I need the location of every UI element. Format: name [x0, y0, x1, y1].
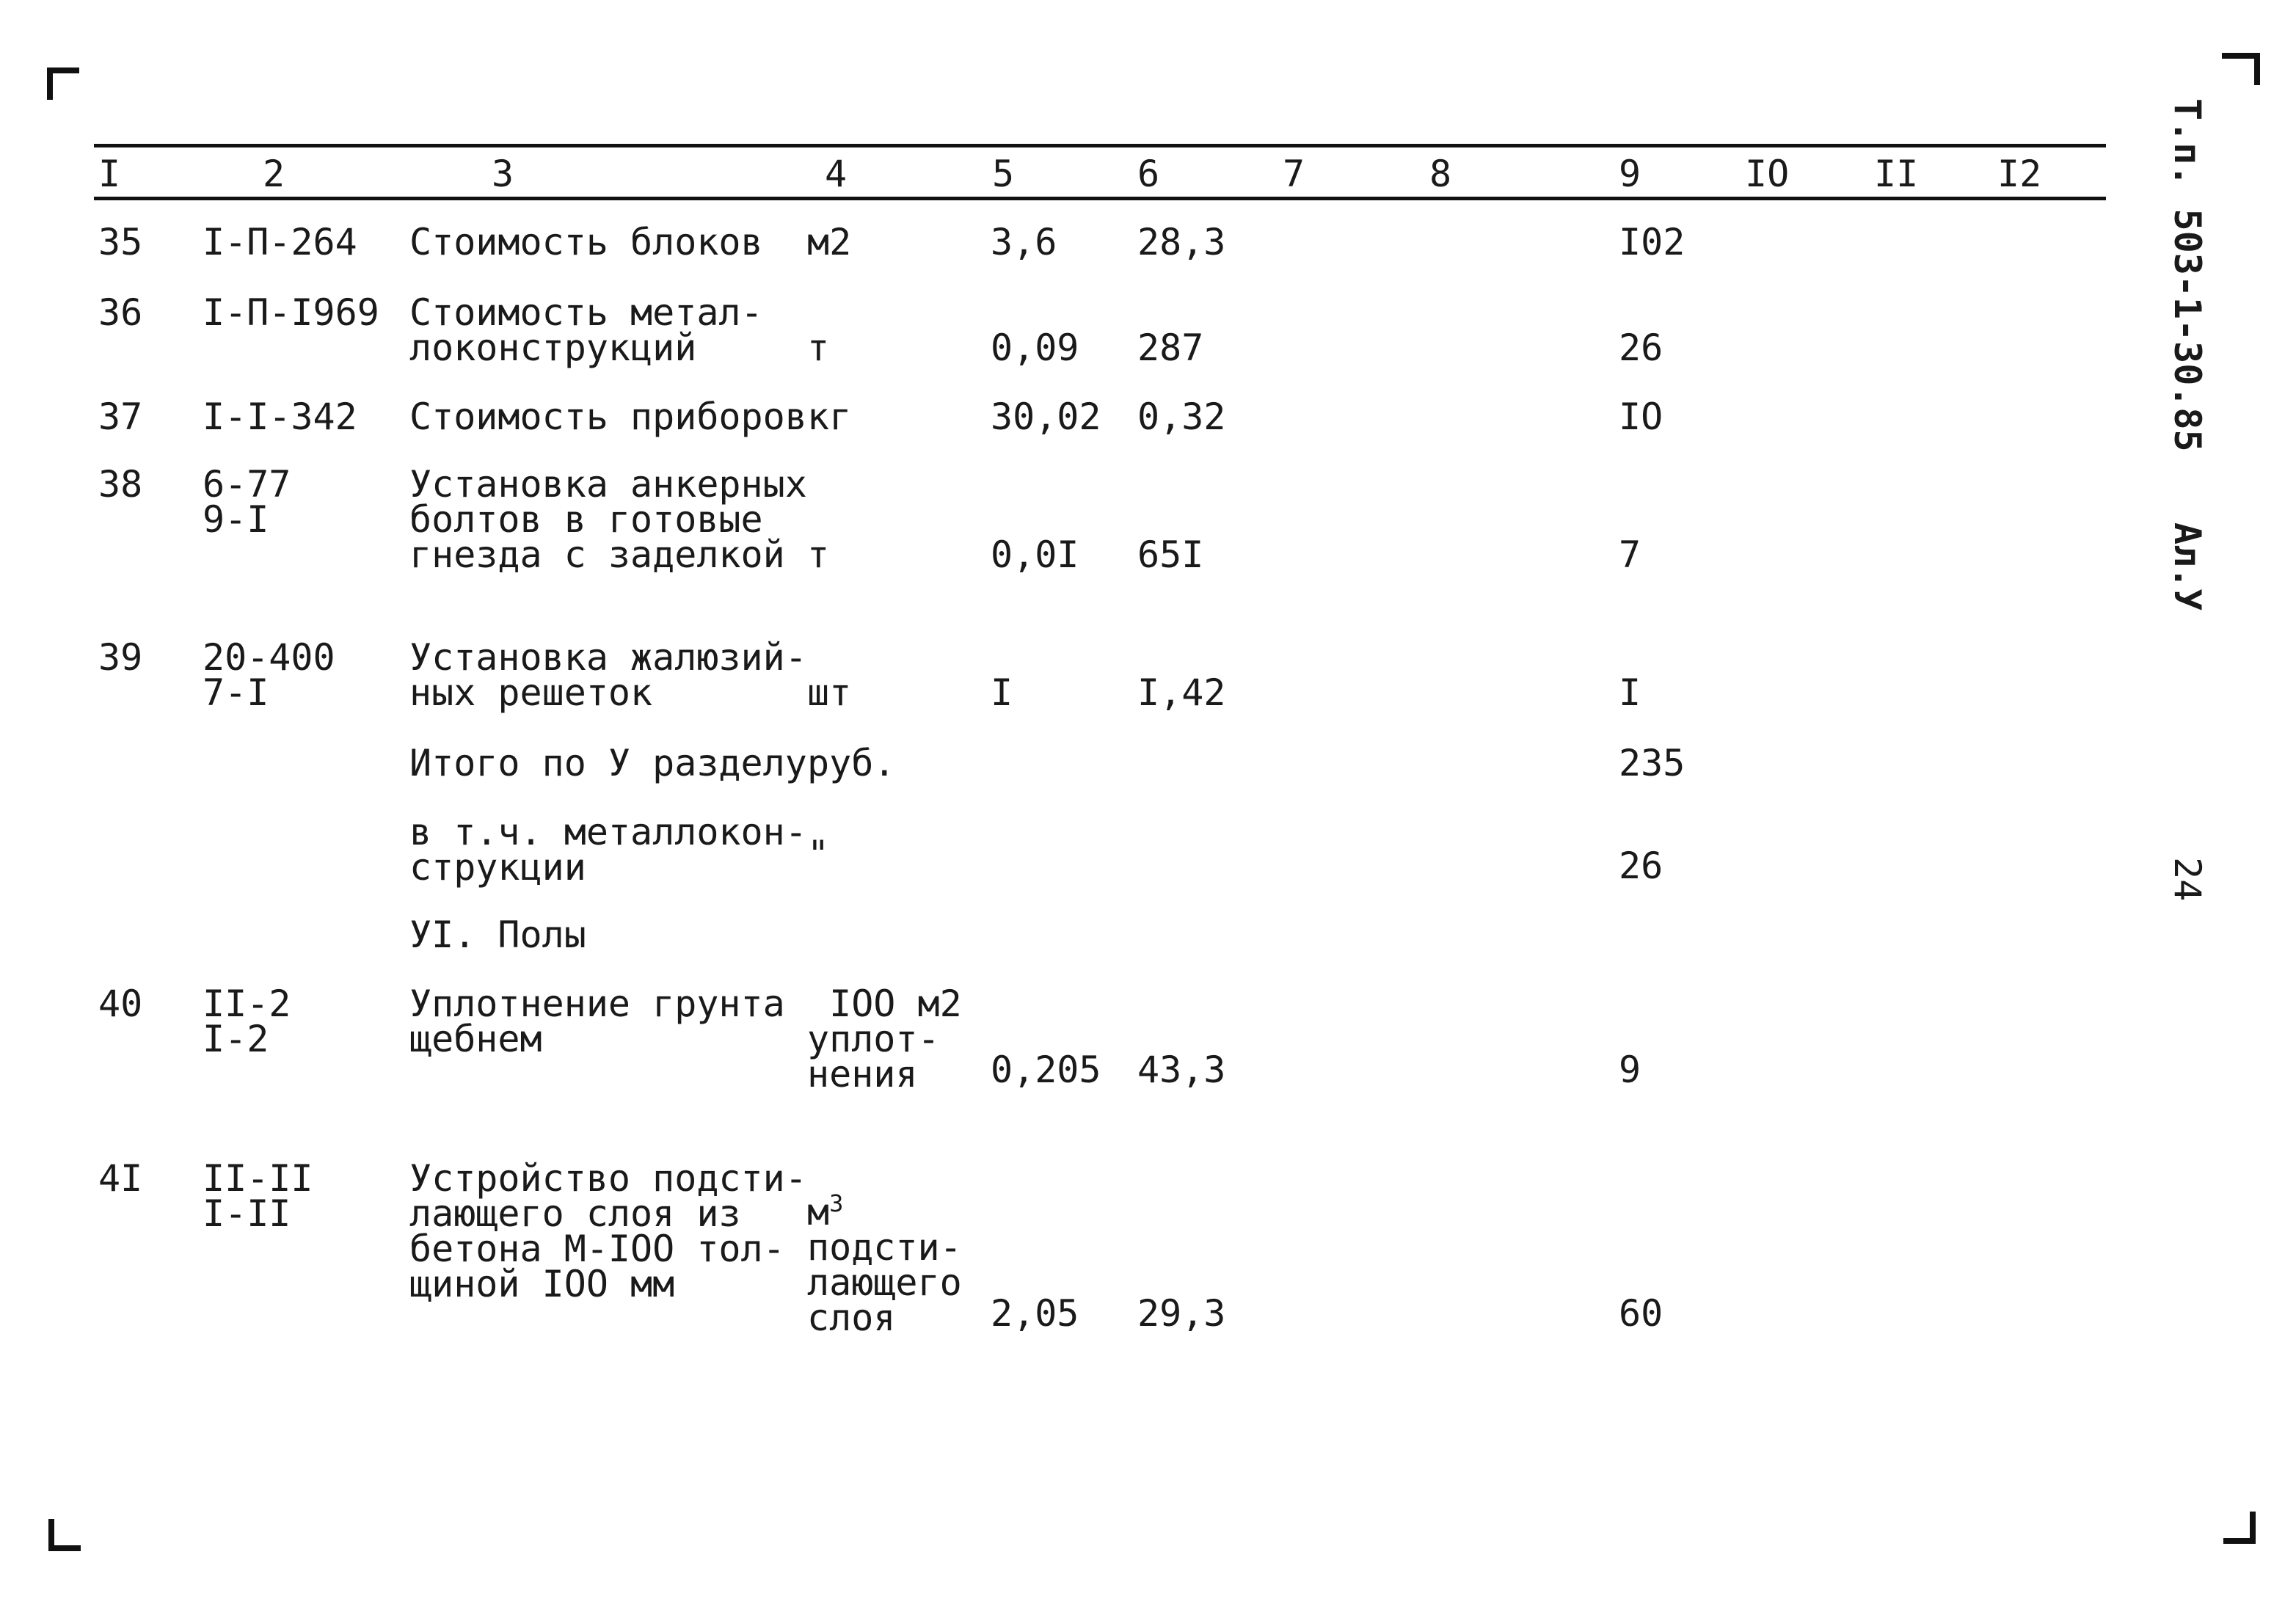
unit-price: 28,3: [1137, 221, 1226, 263]
unit: т: [807, 327, 830, 369]
crop-mark-top-right: [2222, 53, 2260, 85]
rate-code: II-2 I-2: [203, 983, 291, 1060]
total-cost: 26: [1619, 327, 1663, 369]
unit-base: м: [807, 1191, 830, 1233]
unit-price: 0,32: [1137, 395, 1226, 438]
column-header-10: IO: [1745, 153, 1790, 195]
work-description: Стоимость приборов: [409, 395, 807, 438]
total-cost: 7: [1619, 533, 1641, 576]
column-header-2: 2: [263, 153, 285, 195]
work-description: Установка анкерных болтов в готовые гнезда с заделкой: [409, 463, 807, 576]
column-header-8: 8: [1429, 153, 1452, 195]
quantity: 0,205: [991, 1049, 1101, 1091]
quantity: 30,02: [991, 395, 1101, 438]
section-total-label: Итого по У разделу: [409, 742, 807, 784]
column-header-9: 9: [1619, 153, 1641, 195]
total-cost: 9: [1619, 1049, 1641, 1091]
quantity: I: [991, 671, 1013, 714]
row-number: 40: [98, 983, 143, 1025]
rate-code: I-I-342: [203, 395, 357, 438]
unit: IOO м2 уплот- нения: [807, 983, 962, 1096]
row-number: 4I: [98, 1157, 143, 1200]
unit-price: 29,3: [1137, 1292, 1226, 1335]
unit: [807, 1189, 844, 1233]
table-top-rule: [94, 144, 2106, 147]
section-total-value: 235: [1619, 742, 1685, 784]
unit-exponent: 3: [829, 1189, 844, 1217]
total-cost: I02: [1619, 221, 1685, 263]
unit-price: 287: [1137, 327, 1204, 369]
rate-code: 6-77 9-I: [203, 463, 291, 541]
quantity: 3,6: [991, 221, 1057, 263]
table-header-rule: [94, 197, 2106, 200]
unit: м2: [807, 221, 852, 263]
total-cost: 60: [1619, 1292, 1663, 1335]
section-heading: УI. Полы: [409, 914, 586, 956]
row-number: 39: [98, 636, 143, 679]
crop-mark-bottom-left: [48, 1519, 81, 1551]
work-description: Стоимость блоков: [409, 221, 763, 263]
page-number: 24: [2166, 857, 2209, 902]
ditto-mark: ": [807, 833, 830, 875]
sheet-label: Ал.У: [2166, 522, 2209, 611]
quantity: 2,05: [991, 1292, 1079, 1335]
document-code: Т.п. 503-1-30.85: [2166, 98, 2209, 452]
column-header-6: 6: [1137, 153, 1160, 195]
work-description: Устройство подсти- лающего слоя из бетона М-IOO тол- щиной IOO мм: [409, 1157, 807, 1305]
unit-qualifier: подсти- лающего слоя: [807, 1226, 962, 1339]
work-description: Стоимость метал- локонструкций: [409, 291, 763, 369]
total-cost: IO: [1619, 395, 1663, 438]
rate-code: I-П-264: [203, 221, 357, 263]
work-description: Уплотнение грунта щебнем: [409, 983, 785, 1060]
unit: шт: [807, 671, 852, 714]
crop-mark-bottom-right: [2223, 1512, 2256, 1544]
crop-mark-top-left: [47, 68, 79, 100]
unit-price: 65I: [1137, 533, 1204, 576]
total-cost: I: [1619, 671, 1641, 714]
column-header-3: 3: [492, 153, 514, 195]
unit: руб.: [807, 742, 896, 784]
row-number: 35: [98, 221, 143, 263]
row-number: 37: [98, 395, 143, 438]
column-header-1: I: [98, 153, 121, 195]
rate-code: 20-400 7-I: [203, 636, 335, 714]
rate-code: I-П-I969: [203, 291, 379, 334]
subtotal-metal-label: в т.ч. металлокон- струкции: [409, 811, 807, 889]
unit: кг: [807, 395, 852, 438]
unit-price: I,42: [1137, 671, 1226, 714]
rate-code: II-II I-II: [203, 1157, 313, 1235]
row-number: 36: [98, 291, 143, 334]
quantity: 0,09: [991, 327, 1079, 369]
subtotal-metal-value: 26: [1619, 845, 1663, 887]
work-description: Установка жалюзий- ных решеток: [409, 636, 807, 714]
column-header-5: 5: [992, 153, 1015, 195]
quantity: 0,0I: [991, 533, 1079, 576]
row-number: 38: [98, 463, 143, 506]
unit: т: [807, 533, 830, 576]
column-header-11: II: [1874, 153, 1919, 195]
column-header-12: I2: [1997, 153, 2042, 195]
column-header-7: 7: [1283, 153, 1305, 195]
column-header-4: 4: [825, 153, 848, 195]
unit-price: 43,3: [1137, 1049, 1226, 1091]
